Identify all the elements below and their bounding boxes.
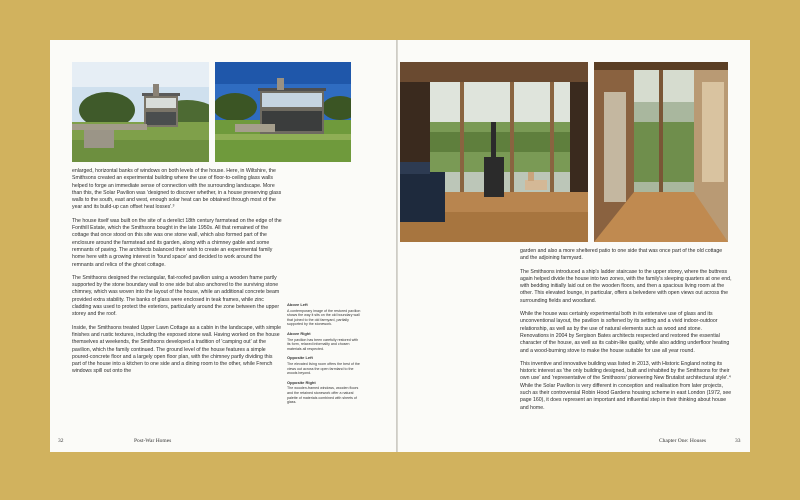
caption-heading: Opposite Left <box>287 355 313 361</box>
caption-text: The elevated living room offers the best of the views out across the open farmland to the woods beyond. <box>287 361 360 376</box>
caption <box>287 381 361 405</box>
caption-heading: Opposite Right <box>287 379 316 385</box>
photo-exterior-right <box>215 62 351 162</box>
left-body-text <box>72 168 282 382</box>
caption-heading: Above Right <box>287 330 311 336</box>
photo-interior-corridor <box>594 62 728 242</box>
caption <box>287 332 361 351</box>
caption-text: The wooden-framed windows, wooden floors and the retained stonework offer a natural palette of materials combined with sheets of glass. <box>287 386 359 405</box>
left-page <box>50 40 402 452</box>
right-body-text <box>520 248 732 418</box>
paragraph: This inventive and innovative building was listed in 2013, with Historic England noting its historic interest as 'the only building designed, built and inhabited by the Smithsons for their own use' and 'representative of the Smithsons' pioneering New Brutalist architectural style'.⁴ While the Solar Pavilion is very different in conception and realisation from later projects, such as their controversial Robin Hood Gardens housing scheme in east London (1972, see page 160), it does represent an important and influential step in their thinking about house and home. <box>520 360 732 411</box>
paragraph: The house itself was built on the site of a derelict 18th century farmstead on the edge of the Fonthill Estate, which the Smithsons bought in the late 1950s. All that remained of the cottage that once stood on this site was one stone wall, which also formed part of the enclosure around the farmstead and its garden, along with a chimney gable and some remnants of paving. The architects balanced their wish to create an experimental family home here with a growing interest in 'found space' and decided to work around the remnants and relics of the ghost cottage. <box>72 217 282 268</box>
paragraph: enlarged, horizontal banks of windows on both levels of the house. Here, in Wiltshire, the Smithsons created an experimental building where the use of floor-to-ceiling glass walls helped to forge an immediate sense of connection with the surrounding landscape. More than this, the Solar Pavilion was 'designed to discover whether, in a house preserving glass walls to the south, east and west, enough solar heat can be obtained through most of the year and its build-up can offset heat losses'.³ <box>72 168 282 211</box>
page-number-right: 33 <box>735 438 741 444</box>
caption-text: The pavilion has been carefully restored with its form, relaxed informality and chosen materials all respected. <box>287 337 359 351</box>
paragraph: Inside, the Smithsons treated Upper Lawn Cottage as a cabin in the landscape, with simple finishes and rustic textures, including the exposed stone wall. Having worked on the house themselves at weekends, the Smithsons developed a tradition of 'camping out' at the pavilion, which the family continued. The ground level of the house features a simple poured-concrete floor and a largely open floor plan, with the chimney partly dividing this part of the house into a kitchen to one side and a dining room to the other, while French windows spill out onto the <box>72 324 282 375</box>
caption <box>287 356 361 375</box>
paragraph: While the house was certainly experimental both in its extensive use of glass and its unconventional layout, the pavilion is softened by its setting and a vivid indoor-outdoor relationship, as well as by the use of natural elements such as wood and stone. Renovations in 2004 by Sergison Bates architects respected and restored the essential character of the house, as well as its cabin-like quality, while also adding underfloor heating and a wood-burning stove to make the house suitable for use all year round. <box>520 311 730 354</box>
right-page <box>398 40 750 452</box>
paragraph: The Smithsons introduced a ship's ladder staircase to the upper storey, where the buttress again helped divide the house into two zones, with the family's sleeping quarters at one end, with bedding initially laid out on the wooden floors, and then a spacious living room at the other. This elevated lounge, in particular, offers a belvedere with open views out across the surrounding fields and woodland. <box>520 268 732 304</box>
photo-exterior-left <box>72 62 209 162</box>
caption-text: A contemporary image of the restored pavilion shows the way it sits on the old boundary wall that joined to the old farmyard, partially supported by the stonework. <box>287 308 361 327</box>
caption-heading: Above Left <box>287 302 308 307</box>
paragraph: The Smithsons designed the rectangular, flat-roofed pavilion using a wooden frame partly supported by the stone boundary wall to one side but also anchored to the surviving stone chimney, which was woven into the layout of the house, while an additional concrete beam provided extra stability. The banks of glass were enclosed in teak frames, while zinc cladding was used to protect the exteriors, particularly around the zone between the upper storey and the roof. <box>72 274 280 318</box>
running-title-right: Chapter One: Houses <box>659 438 707 444</box>
photo-interior-living-room <box>400 62 588 242</box>
page-number-left: 32 <box>58 438 64 444</box>
running-title-left: Post-War Homes <box>134 438 172 444</box>
photo-captions <box>287 303 361 410</box>
caption <box>287 303 361 327</box>
paragraph: garden and also a more sheltered patio to one side that was once part of the old cottage and the adjoining farmyard. <box>520 248 723 262</box>
